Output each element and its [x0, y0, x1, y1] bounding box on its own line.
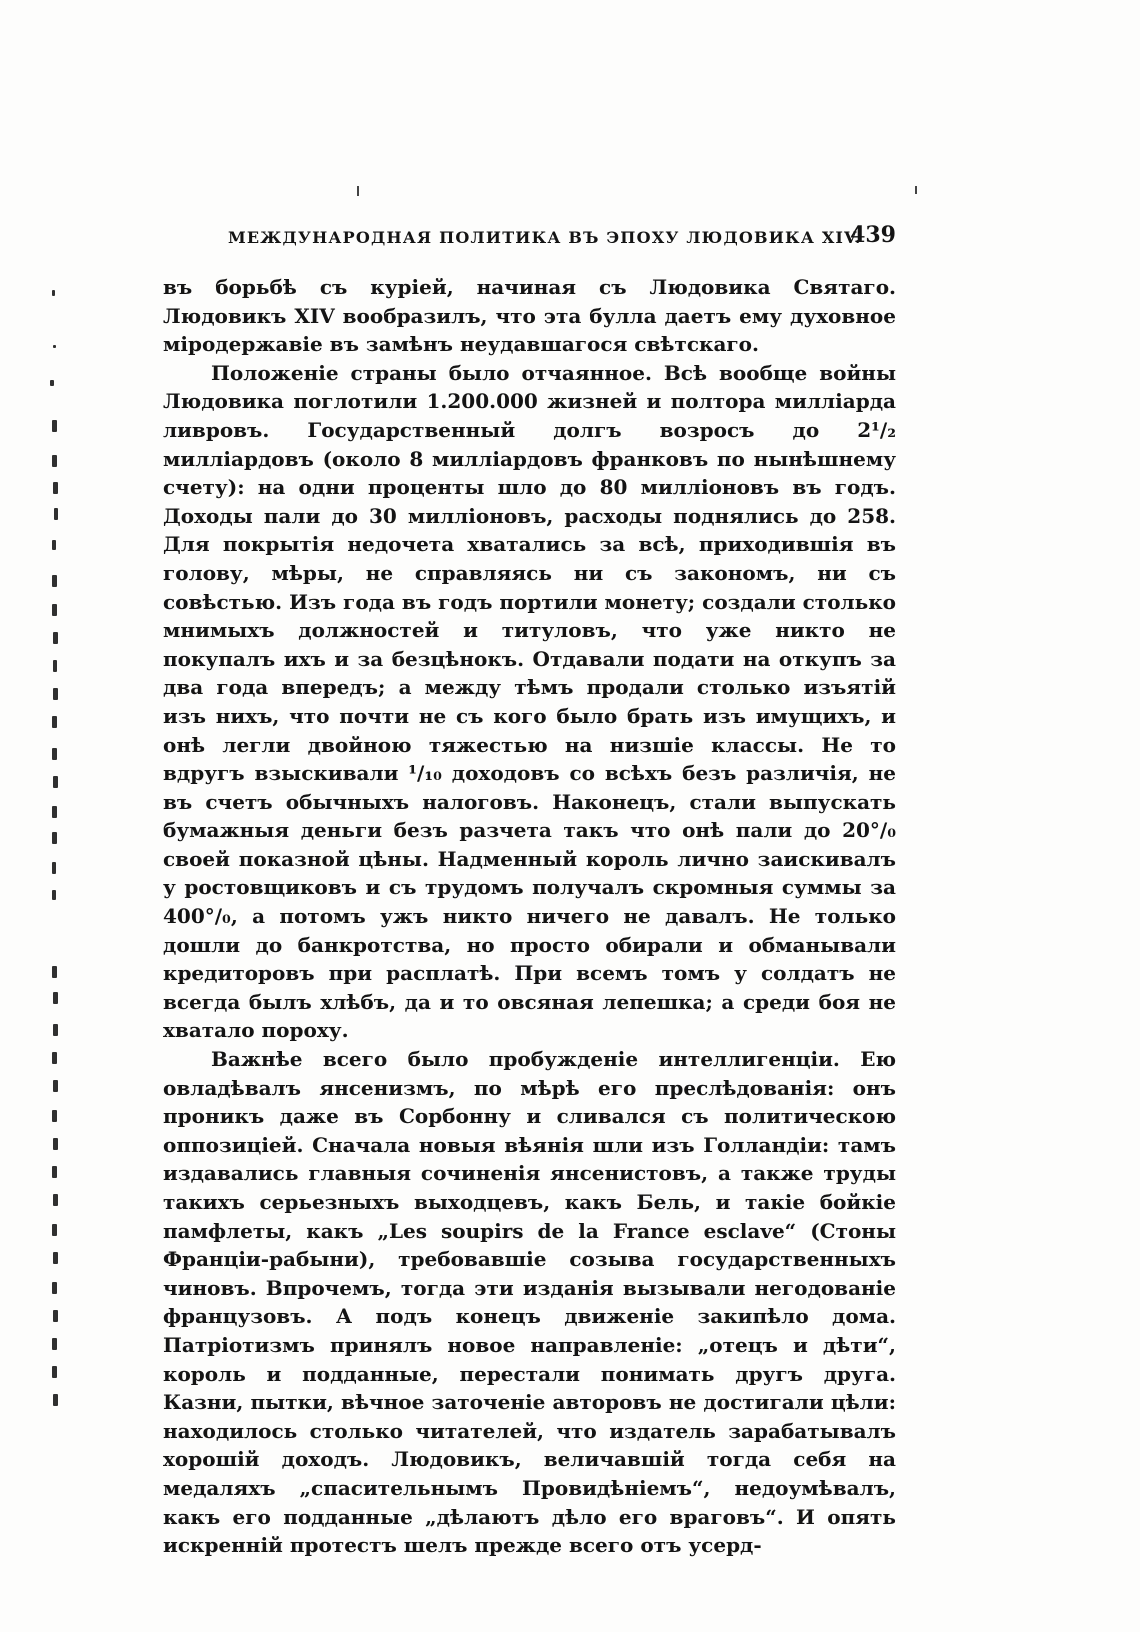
paragraph: Положеніе страны было отчаянное. Всѣ вообще войны Людовика поглотили 1.200.000 жизней и полтора милліарда ливровъ. Государственный долгъ возросъ до 2¹/₂ милліардовъ (около 8 милліардовъ франковъ по нынѣшнему счету): на одни проценты шло до 80 милліоновъ въ годъ. Доходы пали до 30 милліоновъ, расходы поднялись до 258. Для покрытія недочета хватались за всѣ, приходившія въ голову, мѣры, не справляясь ни съ закономъ, ни съ совѣстью. Изъ года въ годъ портили монету; создали столько мнимыхъ должностей и титуловъ, что уже никто не покупалъ ихъ и за безцѣнокъ. Отдавали подати на откупъ за два года впередъ; а между тѣмъ продали столько изъятій изъ нихъ, что почти не съ кого было брать изъ имущихъ, и онѣ легли двойною тяжестью на низшіе классы. Не то вдругъ взыскивали ¹/₁₀ доходовъ со всѣхъ безъ различія, не въ счетъ обычныхъ налоговъ. Наконецъ, стали выпускать бумажныя деньги безъ разчета такъ что онѣ пали до 20°/₀ своей показной цѣны. Надменный король лично заискивалъ у ростовщиковъ и съ трудомъ получалъ скромныя суммы за 400°/₀, а потомъ ужъ никто ничего не давалъ. Не только дошли до банкротства, но просто обирали и обманывали кредиторовъ при расплатѣ. При всемъ томъ у солдатъ не всегда былъ хлѣбъ, да и то овсяная лепешка; а среди боя не хватало пороху.	[163, 360, 896, 1043]
stray-mark	[915, 186, 917, 194]
page-header	[228, 222, 896, 258]
stray-mark	[357, 186, 359, 196]
running-head: МЕЖДУНАРОДНАЯ ПОЛИТИКА ВЪ ЭПОХУ ЛЮДОВИКА XIV.	[228, 228, 862, 247]
page-number: 439	[850, 222, 896, 248]
body-text	[163, 273, 896, 1560]
paragraph: Важнѣе всего было пробужденіе интеллигенціи. Ею овладѣвалъ янсенизмъ, по мѣрѣ его преслѣдованія: онъ проникъ даже въ Сорбонну и сливался съ политическою оппозиціей. Сначала новыя вѣянія шли изъ Голландіи: тамъ издавались главныя сочиненія янсенистовъ, а также труды такихъ серьезныхъ выходцевъ, какъ Бель, и такіе бойкіе памфлеты, какъ „Les soupirs de la France esclave“ (Стоны Франціи-рабыни), требовавшіе созыва государственныхъ чиновъ. Впрочемъ, тогда эти изданія вызывали негодованіе французовъ. А подъ конецъ движеніе закипѣло дома. Патріотизмъ принялъ новое направленіе: „отецъ и дѣти“, король и подданные, перестали понимать другъ друга. Казни, пытки, вѣчное заточеніе авторовъ не достигали цѣли: находилось столько читателей, что издатель зарабатывалъ хорошій доходъ. Людовикъ, величавшій тогда себя на медаляхъ „спасительнымъ Провидѣніемъ“, недоумѣвалъ, какъ его подданные „дѣлаютъ дѣло его враговъ“. И опять искренній протестъ шелъ прежде всего отъ усерд-	[163, 1047, 896, 1558]
paragraph: въ борьбѣ съ куріей, начиная съ Людовика Святаго. Людовикъ XIV вообразилъ, что эта булла даетъ ему духовное міродержавіе въ замѣнъ неудавшагося свѣтскаго.	[163, 275, 896, 357]
